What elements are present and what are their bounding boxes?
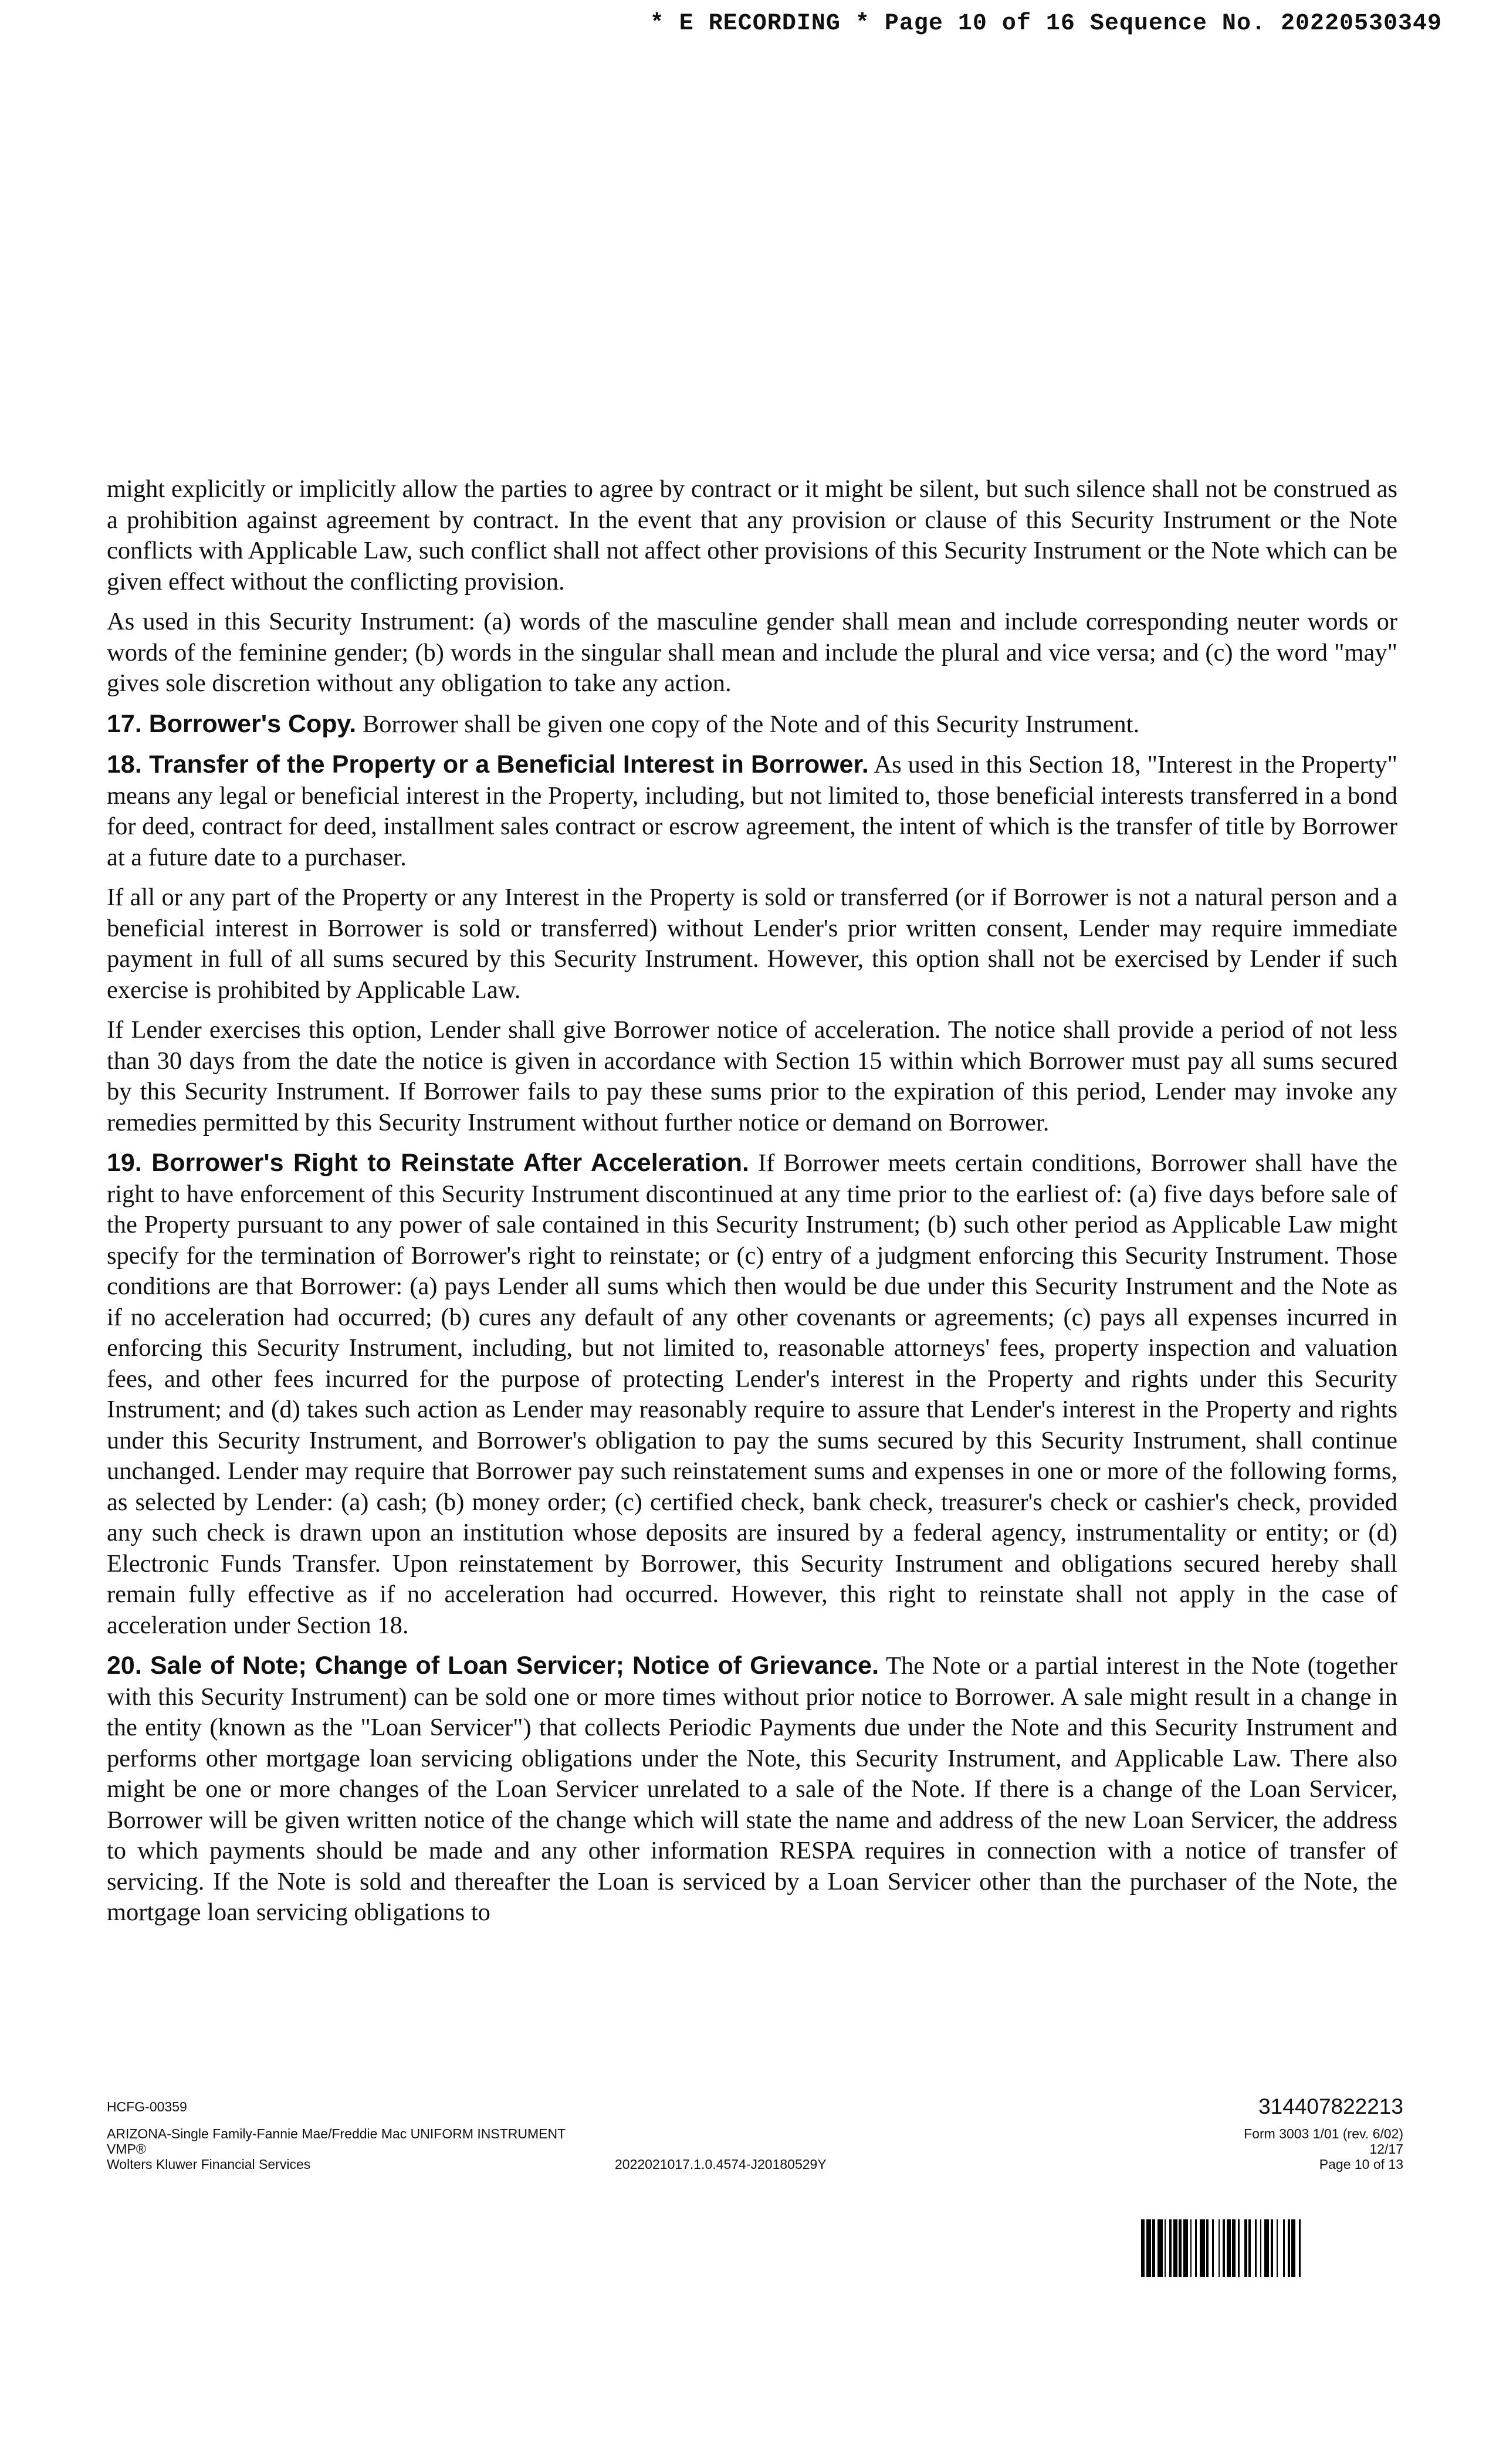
section-18-paragraph-2: If all or any part of the Property or any Interest in the Property is sold or transferred (or if Borrower is not a natural person and a beneficial interest in Borrower is sold or transferred) without Lender's prior written consent, Lender may require immediate payment in full of all sums secured by this Security Instrument. However, this option shall not be exercised by Lender if such exercise is prohibited by Applicable Law.: [107, 884, 1397, 1004]
loan-number: 314407822213: [1258, 2094, 1403, 2118]
recording-stamp: * E RECORDING * Page 10 of 16 Sequence No. 20220530349: [649, 11, 1442, 37]
form-date: 12/17: [1369, 2141, 1403, 2157]
form-code: HCFG-00359: [107, 2099, 187, 2114]
section-19-text: If Borrower meets certain conditions, Borrower shall have the right to have enforcement of this Security Instrument discontinued at any time prior to the earliest of: (a) five days before sale of the Property pursuant to any power of sale contained in this Security Instrument; (b) such other period as Applicable Law might specify for the termination of Borrower's right to reinstate; or (c) entry of a judgment enforcing this Security Instrument. Those conditions are that Borrower: (a) pays Lender all sums which then would be due under this Security Instrument and the Note as if no acceleration had occurred; (b) cures any default of any other covenants or agreements; (c) pays all expenses incurred in enforcing this Security Instrument, including, but not limited to, reasonable attorneys' fees, property inspection and valuation fees, and other fees incurred for the purpose of protecting Lender's interest in the Property and rights under this Security Instrument; and (d) takes such action as Lender may reasonably require to assure that Lender's interest in the Property and rights under this Security Instrument, and Borrower's obligation to pay the sums secured by this Security Instrument, shall continue unchanged. Lender may require that Borrower pay such reinstatement sums and expenses in one or more of the following forms, as selected by Lender: (a) cash; (b) money order; (c) certified check, bank check, treasurer's check or cashier's check, provided any such check is drawn upon an institution whose deposits are insured by a federal agency, instrumentality or entity; or (d) Electronic Funds Transfer. Upon reinstatement by Borrower, this Security Instrument and obligations secured hereby shall remain fully effective as if no acceleration had occurred. However, this right to reinstate shall not apply in the case of acceleration under Section 18.: [107, 1149, 1398, 1639]
document-id: 2022021017.1.0.4574-J20180529Y: [615, 2157, 827, 2172]
section-20: [107, 1650, 1397, 1928]
section-19-heading: 19. Borrower's Right to Reinstate After Acceleration.: [107, 1149, 749, 1177]
section-18-text: As used in this Section 18, "Interest in the Property" means any legal or beneficial interest in the Property, including, but not limited to, those beneficial interests transferred in a bond for deed, contract for deed, installment sales contract or escrow agreement, the intent of which is the transfer of title by Borrower at a future date to a purchaser.: [107, 751, 1398, 871]
instrument-title: ARIZONA-Single Family-Fannie Mae/Freddie Mac UNIFORM INSTRUMENT: [107, 2126, 566, 2141]
section-17: [107, 709, 1397, 740]
paragraph-16-continued: might explicitly or implicitly allow the parties to agree by contract or it might be silent, but such silence shall not be construed as a prohibition against agreement by contract. In the event that any provision or clause of this Security Instrument or the Note conflicts with Applicable Law, such conflict shall not affect other provisions of this Security Instrument or the Note which can be given effect without the conflicting provision.: [107, 475, 1397, 595]
form-number: Form 3003 1/01 (rev. 6/02): [1244, 2126, 1403, 2141]
section-18-heading: 18. Transfer of the Property or a Beneficial Interest in Borrower.: [107, 750, 869, 779]
section-17-text: Borrower shall be given one copy of the Note and of this Security Instrument.: [362, 710, 1140, 738]
section-18: [107, 749, 1397, 873]
document-body: [107, 474, 1397, 1938]
section-20-text: The Note or a partial interest in the Note (together with this Security Instrument) can be sold one or more times without prior notice to Borrower. A sale might result in a change in the entity (known as the "Loan Servicer") that collects Periodic Payments due under the Note and this Security Instrument and performs other mortgage loan servicing obligations under the Note, this Security Instrument, and Applicable Law. There also might be one or more changes of the Loan Servicer unrelated to a sale of the Note. If there is a change of the Loan Servicer, Borrower will be given written notice of the change which will state the name and address of the new Loan Servicer, the address to which payments should be made and any other information RESPA requires in connection with a notice of transfer of servicing. If the Note is sold and thereafter the Loan is serviced by a Loan Servicer other than the purchaser of the Note, the mortgage loan servicing obligations to: [107, 1652, 1398, 1926]
publisher-name: Wolters Kluwer Financial Services: [107, 2157, 311, 2172]
section-19: [107, 1148, 1397, 1641]
barcode-graphic: [1141, 2219, 1403, 2277]
section-18-paragraph-3: If Lender exercises this option, Lender shall give Borrower notice of acceleration. The notice shall provide a period of not less than 30 days from the date the notice is given in accordance with Section 15 within which Borrower must pay all sums secured by this Security Instrument. If Borrower fails to pay these sums prior to the expiration of this period, Lender may invoke any remedies permitted by this Security Instrument without further notice or demand on Borrower.: [107, 1016, 1397, 1136]
section-17-heading: 17. Borrower's Copy.: [107, 709, 357, 738]
vmp-mark: VMP®: [107, 2141, 146, 2157]
section-20-heading: 20. Sale of Note; Change of Loan Servicer; Notice of Grievance.: [107, 1651, 879, 1680]
page-number: Page 10 of 13: [1319, 2157, 1403, 2172]
paragraph-16-definitions: As used in this Security Instrument: (a) words of the masculine gender shall mean and include corresponding neuter words or words of the feminine gender; (b) words in the singular shall mean and include the plural and vice versa; and (c) the word "may" gives sole discretion without any obligation to take any action.: [107, 608, 1397, 697]
